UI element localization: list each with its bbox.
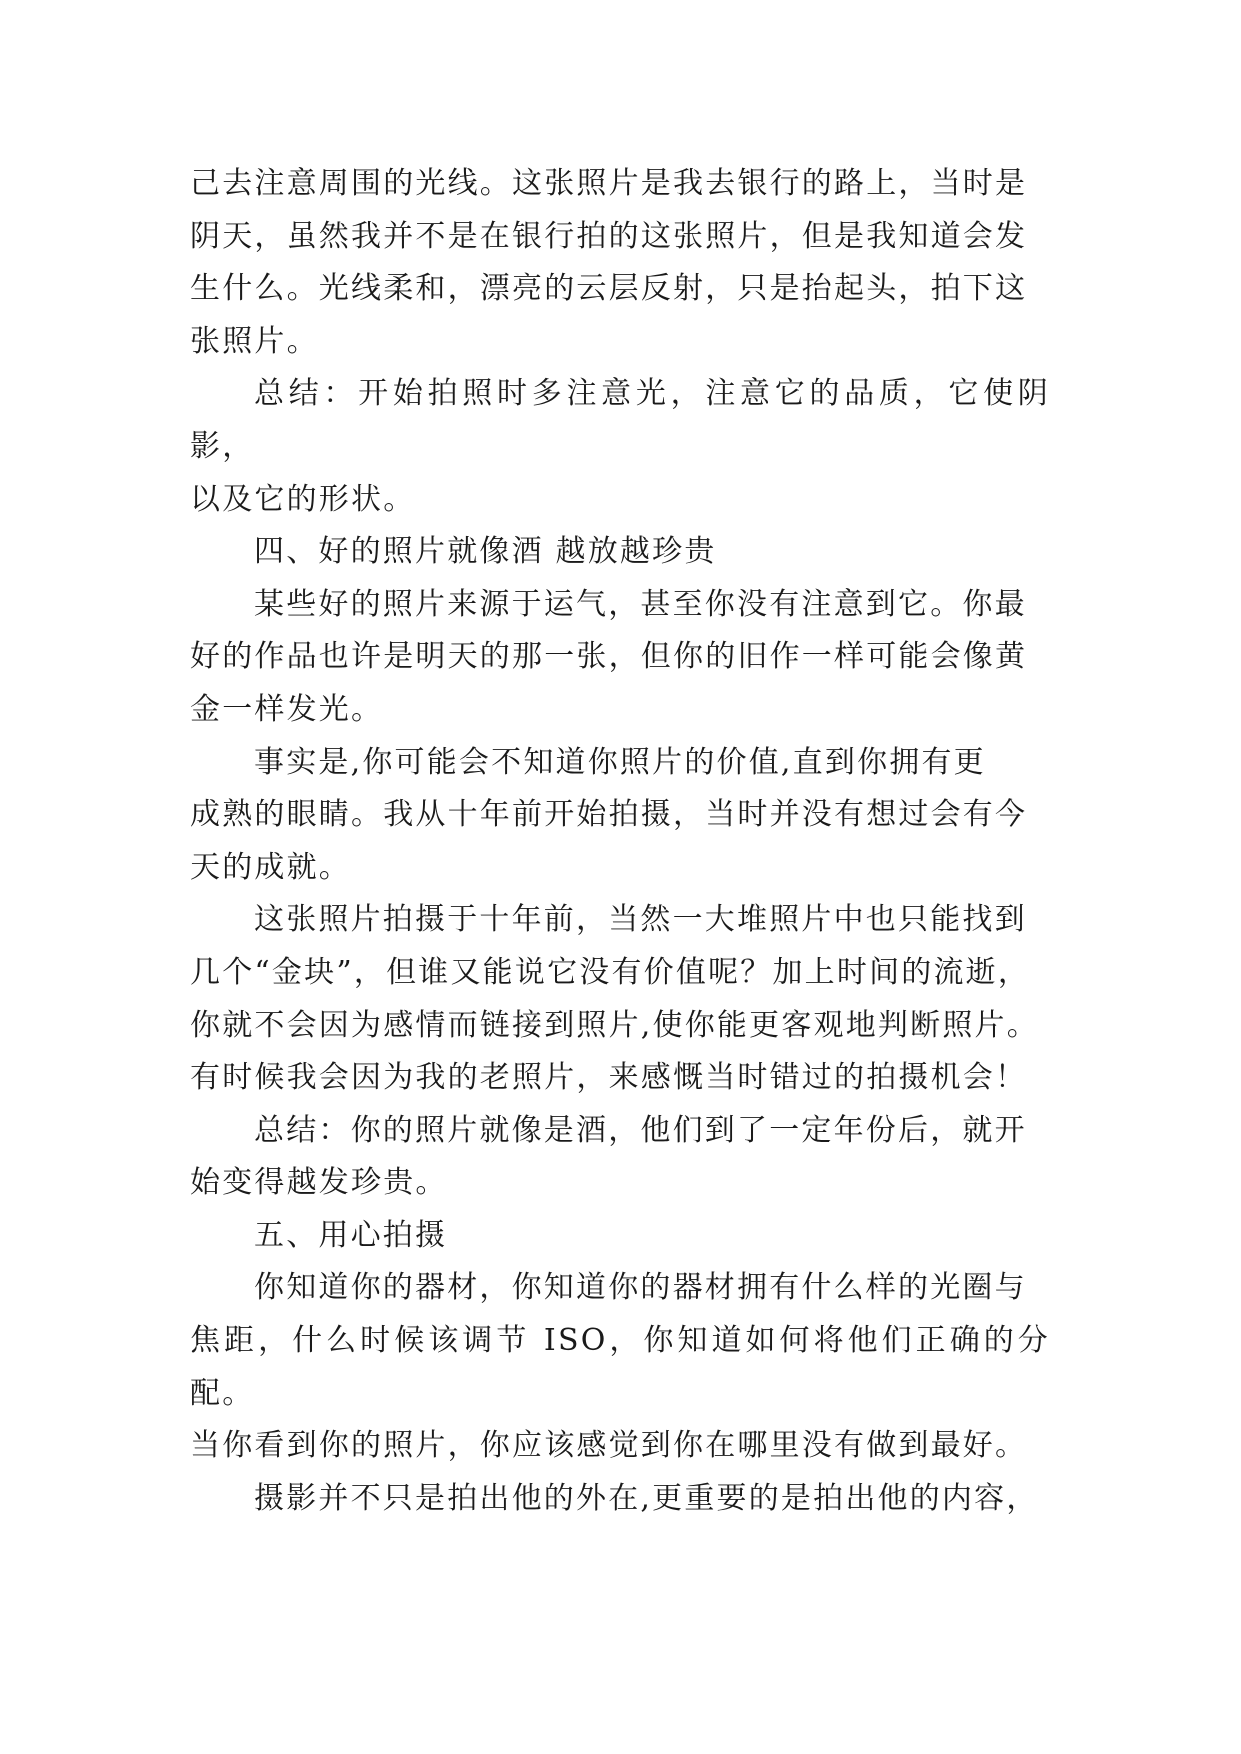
paragraph: 这张照片拍摄于十年前，当然一大堆照片中也只能找到 几个“金块”，但谁又能说它没有价值呢？加上时间的流逝， 你就不会因为感情而链接到照片,使你能更客观地判断照片。 有时候我会因为我的老照片，来感慨当时错过的拍摄机会！ <box>190 902 1039 1096</box>
paragraph: 事实是,你可能会不知道你照片的价值,直到你拥有更 成熟的眼睛。我从十年前开始拍摄，当时并没有想过会有今 天的成就。 <box>190 744 1028 885</box>
paragraph: 某些好的照片来源于运气，甚至你没有注意到它。你最 好的作品也许是明天的那一张，但你的旧作一样可能会像黄 金一样发光。 <box>190 586 1028 727</box>
section-heading: 四、好的照片就像酒 越放越珍贵 <box>254 534 717 570</box>
paragraph: 你知道你的器材，你知道你的器材拥有什么样的光圈与 焦距，什么时候该调节 ISO，你知道如何将他们正确的分配。 当你看到你的照片，你应该感觉到你在哪里没有做到最好。 <box>190 1270 1050 1464</box>
paragraph: 总结：开始拍照时多注意光，注意它的品质，它使阴影， 以及它的形状。 <box>190 376 1050 517</box>
paragraph: 总结：你的照片就像是酒，他们到了一定年份后，就开 始变得越发珍贵。 <box>190 1112 1027 1201</box>
section-heading: 五、用心拍摄 <box>254 1217 448 1253</box>
document-body <box>190 158 1050 1525</box>
paragraph: 己去注意周围的光线。这张照片是我去银行的路上，当时是 阴天，虽然我并不是在银行拍的这张照片，但是我知道会发 生什么。光线柔和，漂亮的云层反射，只是抬起头，拍下这 张照片。 <box>190 166 1028 359</box>
paragraph: 摄影并不只是拍出他的外在,更重要的是拍出他的内容， <box>254 1480 1039 1516</box>
